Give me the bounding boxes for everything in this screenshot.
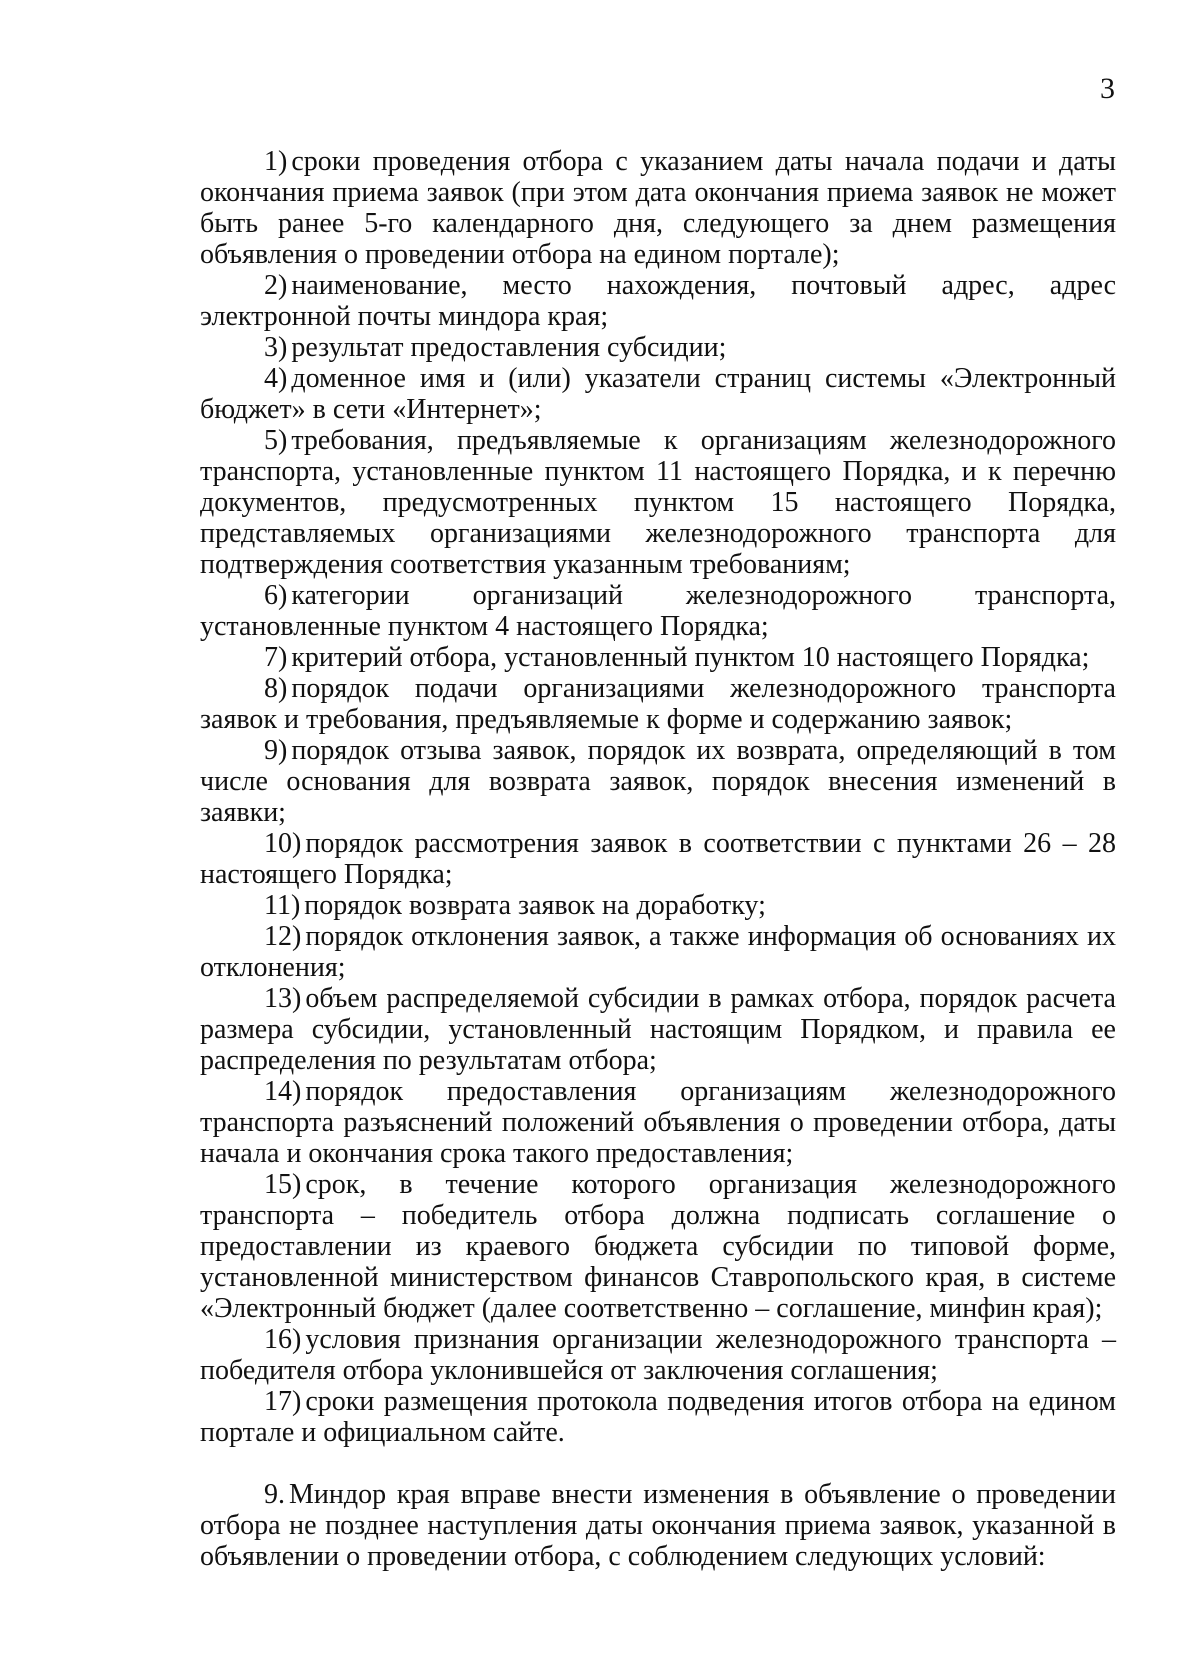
list-item-text: требования, предъявляемые к организациям железнодорожного транспорта, установленные пунктом 11 настоящего Порядка, и к перечню документов, предусмотренных пунктом 15 настоящего Порядка, представляемых организациями железнодорожного транспорта для подтверждения соответствия указанным требованиям; [200, 425, 1116, 580]
list-item-number: 2) [264, 270, 288, 301]
document-body [200, 146, 1116, 1572]
list-item [200, 1324, 1116, 1386]
list-item-text: результат предоставления субсидии; [291, 332, 727, 363]
list-item-text: сроки размещения протокола подведения итогов отбора на едином портале и официальном сайте. [200, 1386, 1116, 1448]
list-item-number: 5) [264, 425, 288, 456]
list-item-text: порядок возврата заявок на доработку; [304, 890, 766, 921]
list-item-number: 14) [264, 1076, 302, 1107]
page-number: 3 [1100, 72, 1115, 105]
section-text: Миндор края вправе внести изменения в объявление о проведении отбора не позднее наступления даты окончания приема заявок, указанной в объявлении о проведении отбора, с соблюдением следующих условий: [200, 1479, 1116, 1572]
list-item [200, 1076, 1116, 1169]
list-item [200, 363, 1116, 425]
list-item-number: 9) [264, 735, 288, 766]
list-item [200, 1386, 1116, 1448]
list-item [200, 1169, 1116, 1324]
list-item-number: 7) [264, 642, 288, 673]
list-item-text: доменное имя и (или) указатели страниц системы «Электронный бюджет» в сети «Интернет»; [200, 363, 1116, 425]
list-item-text: сроки проведения отбора с указанием даты начала подачи и даты окончания приема заявок (при этом дата окончания приема заявок не может быть ранее 5-го календарного дня, следующего за днем размещения объявления о проведении отбора на едином портале); [200, 146, 1116, 270]
list-item-number: 12) [264, 921, 302, 952]
list-item-number: 13) [264, 983, 302, 1014]
list-item-number: 16) [264, 1324, 302, 1355]
list-item [200, 332, 1116, 363]
list-item-text: условия признания организации железнодорожного транспорта – победителя отбора уклонившейся от заключения соглашения; [200, 1324, 1116, 1386]
section-number: 9. [264, 1479, 285, 1510]
list-item-text: объем распределяемой субсидии в рамках отбора, порядок расчета размера субсидии, установленный настоящим Порядком, и правила ее распределения по результатам отбора; [200, 983, 1116, 1076]
list-item [200, 425, 1116, 580]
section-9-paragraph [200, 1479, 1116, 1572]
list-item [200, 828, 1116, 890]
list-item-text: порядок отклонения заявок, а также информация об основаниях их отклонения; [200, 921, 1116, 983]
list-item [200, 983, 1116, 1076]
list-item-text: порядок отзыва заявок, порядок их возврата, определяющий в том числе основания для возврата заявок, порядок внесения изменений в заявки; [200, 735, 1116, 828]
list-item [200, 580, 1116, 642]
list-item-number: 4) [264, 363, 288, 394]
list-item-number: 10) [264, 828, 302, 859]
list-item-text: наименование, место нахождения, почтовый адрес, адрес электронной почты миндора края; [200, 270, 1116, 332]
list-item-text: порядок подачи организациями железнодорожного транспорта заявок и требования, предъявляемые к форме и содержанию заявок; [200, 673, 1116, 735]
list-item [200, 921, 1116, 983]
list-item-number: 3) [264, 332, 288, 363]
list-item-number: 15) [264, 1169, 302, 1200]
list-item-number: 17) [264, 1386, 302, 1417]
list-item-text: порядок предоставления организациям железнодорожного транспорта разъяснений положений объявления о проведении отбора, даты начала и окончания срока такого предоставления; [200, 1076, 1116, 1169]
list-item-text: порядок рассмотрения заявок в соответствии с пунктами 26 – 28 настоящего Порядка; [200, 828, 1116, 890]
list-item [200, 270, 1116, 332]
list-item-number: 1) [264, 146, 288, 177]
list-item [200, 890, 1116, 921]
list-item-text: критерий отбора, установленный пунктом 10 настоящего Порядка; [291, 642, 1090, 673]
list-item-number: 11) [264, 890, 301, 921]
list-item [200, 673, 1116, 735]
list-item-number: 6) [264, 580, 288, 611]
list-item-text: срок, в течение которого организация железнодорожного транспорта – победитель отбора должна подписать соглашение о предоставлении из краевого бюджета субсидии по типовой форме, установленной министерством финансов Ставропольского края, в системе «Электронный бюджет (далее соответственно – соглашение, минфин края); [200, 1169, 1116, 1324]
list-item-number: 8) [264, 673, 288, 704]
list-item [200, 642, 1116, 673]
list-item [200, 735, 1116, 828]
list-item-text: категории организаций железнодорожного транспорта, установленные пунктом 4 настоящего Порядка; [200, 580, 1116, 642]
list-item [200, 146, 1116, 270]
